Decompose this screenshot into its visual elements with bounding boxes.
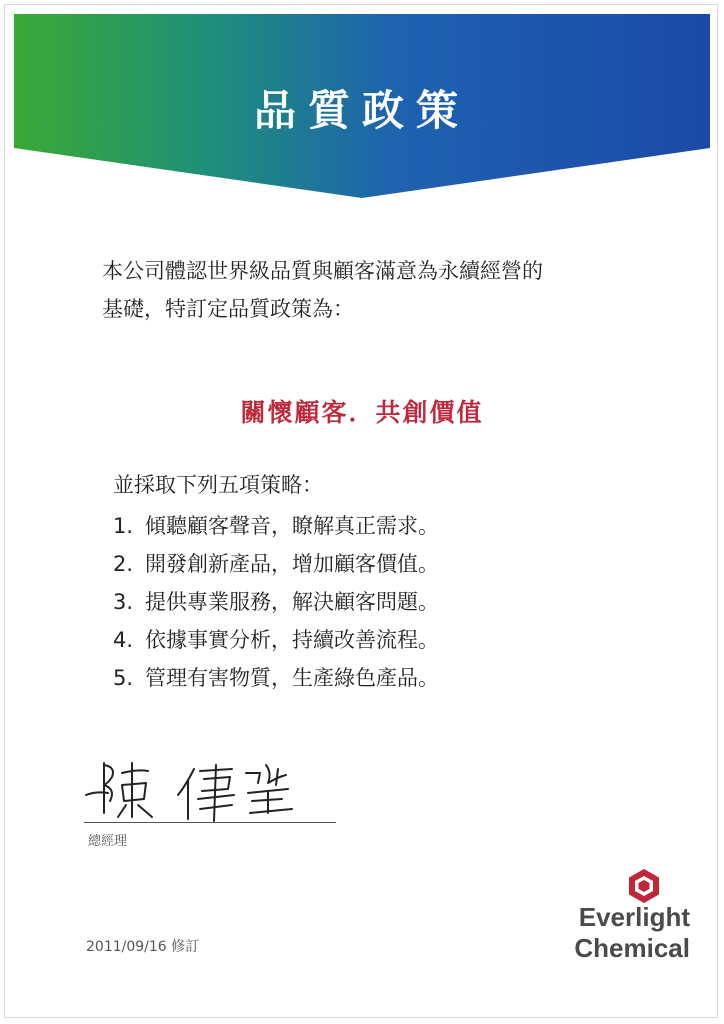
strategy-item bbox=[113, 583, 439, 621]
logo-line: Chemical bbox=[574, 933, 690, 963]
strategy-text: 傾聽顧客聲音，瞭解真正需求。 bbox=[145, 514, 439, 538]
handwritten-signature bbox=[82, 755, 342, 827]
strategy-number: 3. bbox=[113, 590, 134, 614]
strategy-number: 2. bbox=[113, 552, 134, 576]
revision-date: 2011/09/16 修訂 bbox=[86, 939, 200, 955]
strategy-text: 依據事實分析，持續改善流程。 bbox=[145, 628, 439, 652]
strategy-text: 管理有害物質，生產綠色產品。 bbox=[145, 666, 439, 690]
intro-line: 基礎，特訂定品質政策為： bbox=[102, 297, 354, 321]
logo-line: Everlight bbox=[578, 902, 690, 932]
strategy-item bbox=[113, 545, 439, 583]
intro-paragraph bbox=[102, 252, 642, 328]
strategy-list bbox=[113, 507, 439, 697]
strategy-intro: 並採取下列五項策略： bbox=[113, 473, 323, 497]
strategy-text: 提供專業服務，解決顧客問題。 bbox=[145, 590, 439, 614]
logo-wordmark bbox=[530, 902, 690, 964]
strategy-number: 1. bbox=[113, 514, 134, 538]
signer-title: 總經理 bbox=[88, 834, 128, 849]
page-title: 品質政策 bbox=[253, 86, 470, 135]
strategy-item bbox=[113, 659, 439, 697]
header-banner bbox=[14, 14, 710, 198]
hexagon-logo-icon bbox=[626, 868, 662, 904]
company-logo bbox=[530, 868, 690, 978]
intro-line: 本公司體認世界級品質與顧客滿意為永續經營的 bbox=[102, 259, 543, 283]
strategy-number: 5. bbox=[113, 666, 134, 690]
strategy-item bbox=[113, 507, 439, 545]
signature-line bbox=[84, 822, 336, 823]
policy-slogan: 關懷顧客．共創價值 bbox=[240, 398, 484, 427]
strategy-text: 開發創新產品，增加顧客價值。 bbox=[145, 552, 439, 576]
strategy-item bbox=[113, 621, 439, 659]
strategy-number: 4. bbox=[113, 628, 134, 652]
